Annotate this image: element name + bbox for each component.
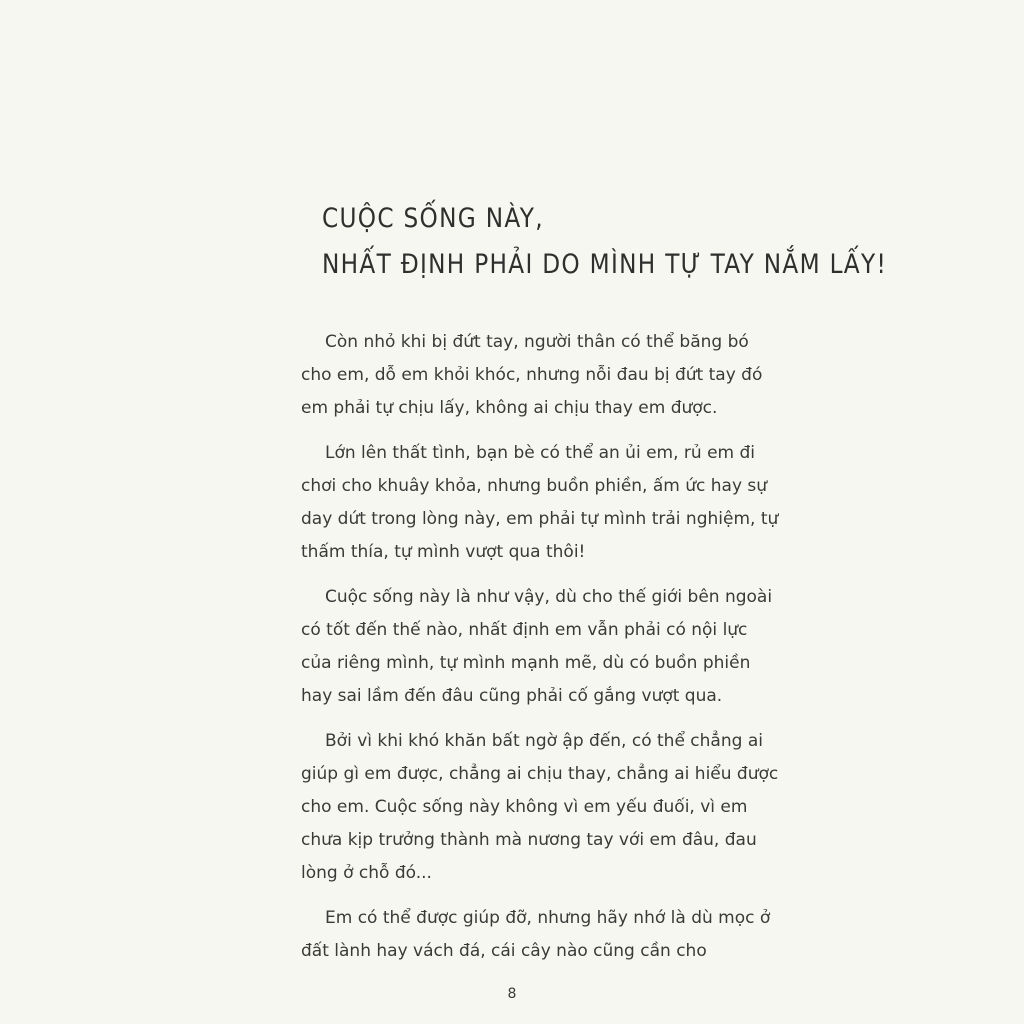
page-number: 8 [507, 986, 517, 1002]
chapter-title [322, 196, 907, 288]
chapter-title-line-1: CUỘC SỐNG NÀY, [322, 203, 544, 234]
paragraph-2: Lớn lên thất tình, bạn bè có thể an ủi em, rủ em đi chơi cho khuây khỏa, nhưng buồn phiền, ấm ức hay sự day dứt trong lòng này, em phải tự mình trải nghiệm, tự thấm thía, tự mình vượt qua thôi! [301, 443, 779, 562]
paragraph-4: Bởi vì khi khó khăn bất ngờ ập đến, có thể chẳng ai giúp gì em được, chẳng ai chịu thay, chẳng ai hiểu được cho em. Cuộc sống này không vì em yếu đuối, vì em chưa kịp trưởng thành mà nương tay với em đâu, đau lòng ở chỗ đó... [301, 731, 779, 883]
paragraph-3: Cuộc sống này là như vậy, dù cho thế giới bên ngoài có tốt đến thế nào, nhất định em vẫn phải có nội lực của riêng mình, tự mình mạnh mẽ, dù có buồn phiền hay sai lầm đến đâu cũng phải cố gắng vượt qua. [301, 587, 773, 706]
paragraph-1: Còn nhỏ khi bị đứt tay, người thân có thể băng bó cho em, dỗ em khỏi khóc, nhưng nỗi đau bị đứt tay đó em phải tự chịu lấy, không ai chịu thay em được. [301, 332, 763, 418]
body-text [301, 326, 781, 980]
chapter-title-line-2: NHẤT ĐỊNH PHẢI DO MÌNH TỰ TAY NẮM LẤY! [322, 249, 888, 280]
paragraph-5: Em có thể được giúp đỡ, nhưng hãy nhớ là dù mọc ở đất lành hay vách đá, cái cây nào cũng cần cho [301, 908, 771, 961]
